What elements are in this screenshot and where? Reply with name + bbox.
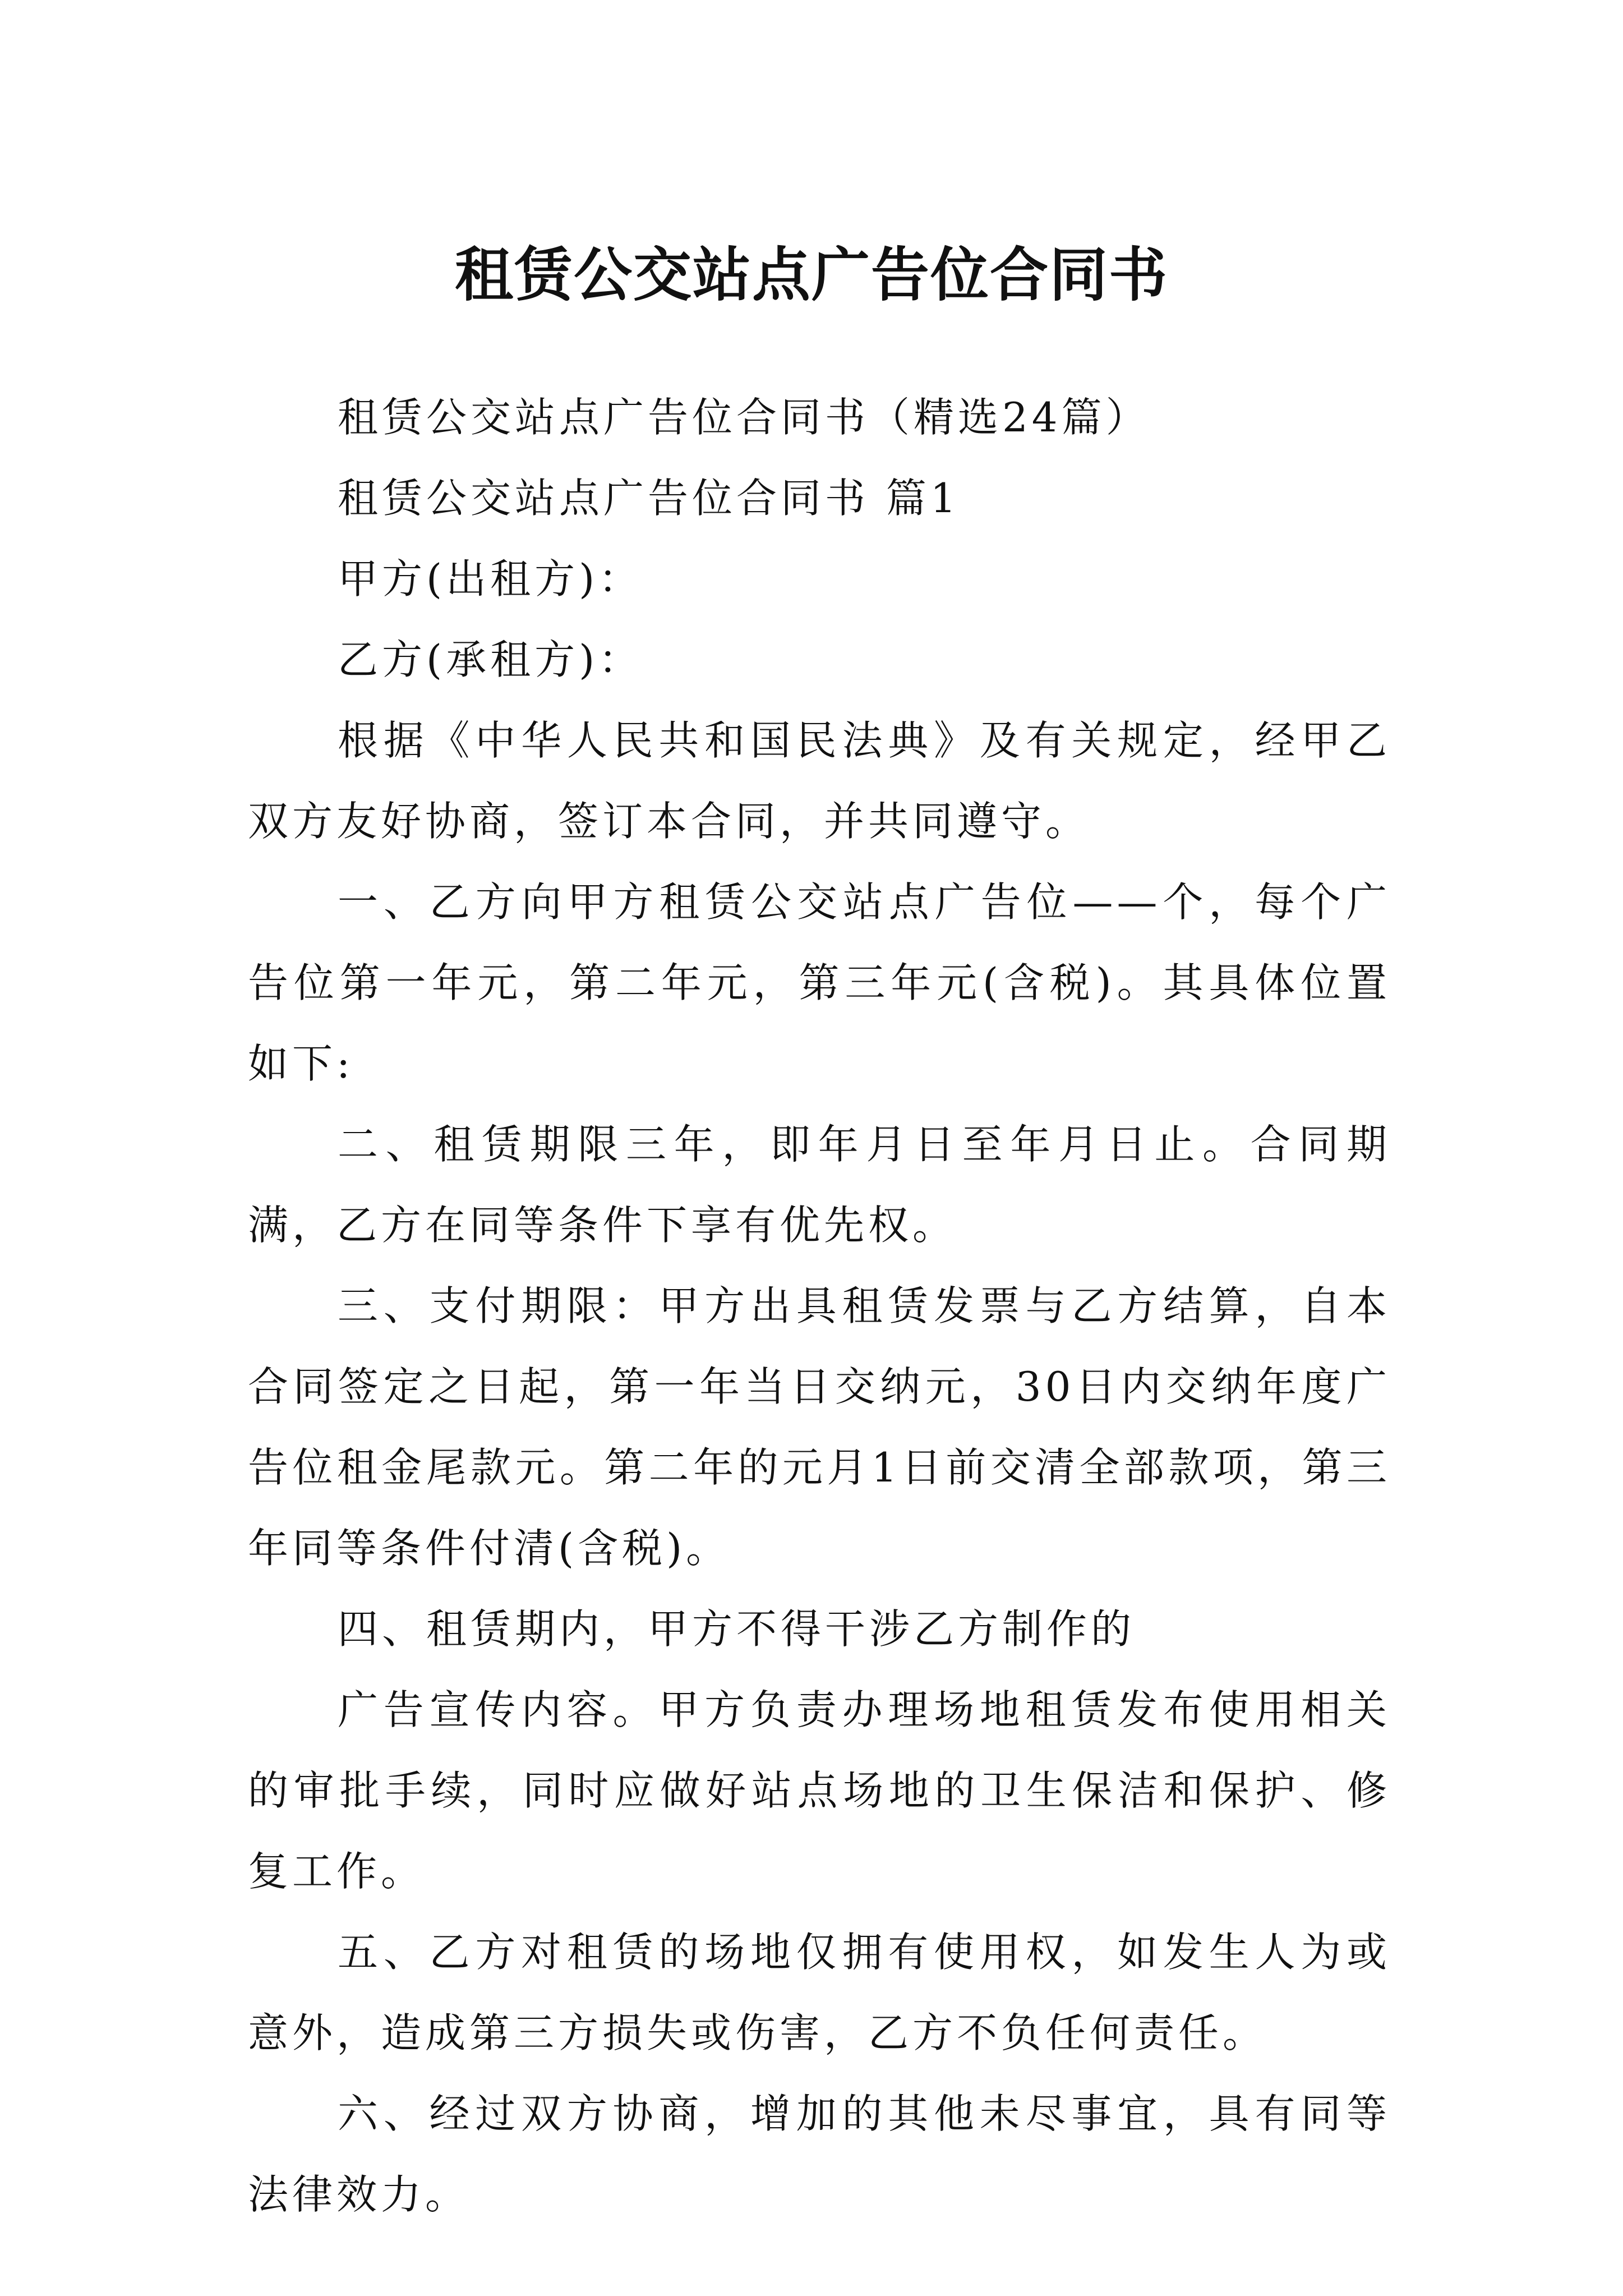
party-a-line: 甲方(出租方)： (338, 555, 643, 602)
subtitle-paragraph: 租赁公交站点广告位合同书（精选24篇） (338, 394, 1150, 441)
clause-6: 六、经过双方协商，增加的其他未尽事宜，具有同等法律效力。 (248, 2090, 1391, 2218)
document-title: 租赁公交站点广告位合同书 (454, 240, 1168, 309)
clause-3: 三、支付期限：甲方出具租赁发票与乙方结算，自本合同签定之日起，第一年当日交纳元，30日内交纳年度广告位租金尾款元。第二年的元月1日前交清全部款项，第三年同等条件付清(含税)。 (248, 1282, 1391, 1572)
party-b-line: 乙方(承租方)： (338, 636, 643, 683)
preamble-paragraph: 根据《中华人民共和国民法典》及有关规定，经甲乙双方友好协商，签订本合同，并共同遵守。 (248, 717, 1391, 845)
document-body (248, 377, 1391, 2235)
clause-4-part-2: 广告宣传内容。甲方负责办理场地租赁发布使用相关的审批手续，同时应做好站点场地的卫生保洁和保护、修复工作。 (248, 1686, 1391, 1895)
clause-5: 五、乙方对租赁的场地仅拥有使用权，如发生人为或意外，造成第三方损失或伤害，乙方不负任何责任。 (248, 1929, 1391, 2056)
clause-2: 二、租赁期限三年，即年月日至年月日止。合同期满，乙方在同等条件下享有优先权。 (248, 1121, 1391, 1249)
clause-4-part-1: 四、租赁期内，甲方不得干涉乙方制作的 (338, 1605, 1136, 1653)
section-heading: 租赁公交站点广告位合同书 篇1 (338, 475, 960, 522)
clause-1: 一、乙方向甲方租赁公交站点广告位——个，每个广告位第一年元，第二年元，第三年元(含税)。其具体位置如下: (248, 878, 1391, 1087)
